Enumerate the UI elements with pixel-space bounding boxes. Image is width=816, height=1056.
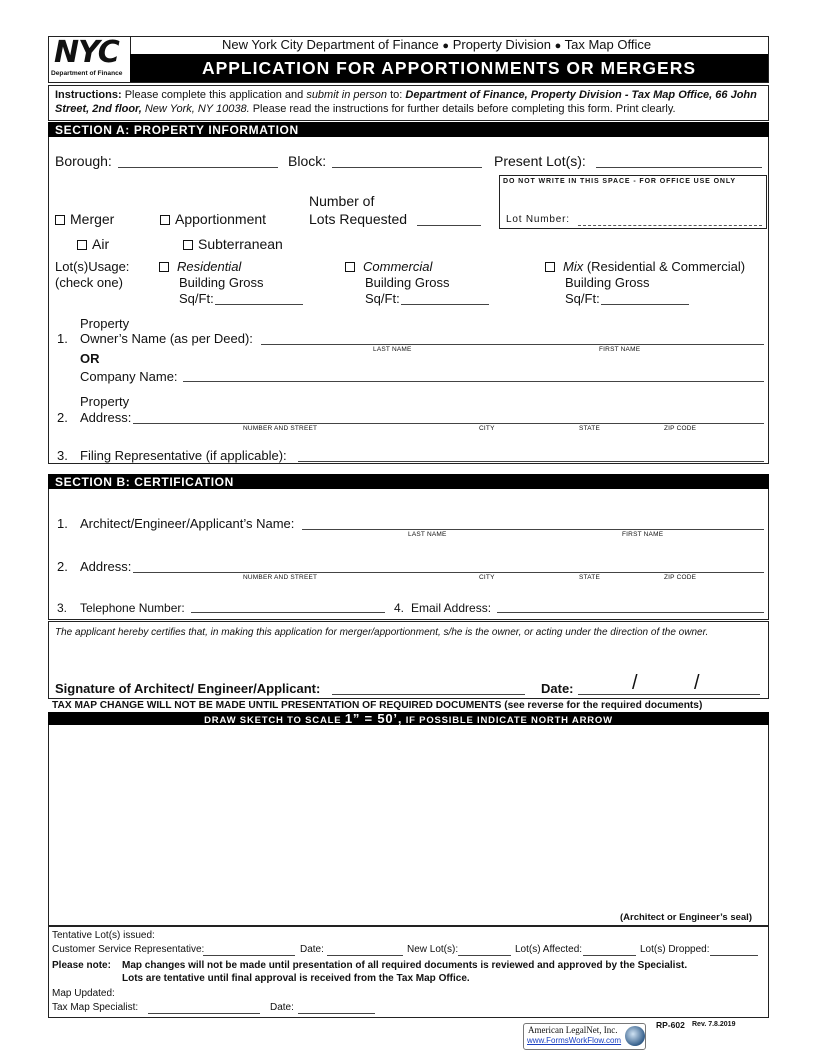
lots-requested-label: Lots Requested <box>309 211 408 227</box>
borough-label: Borough: <box>55 153 112 169</box>
globe-icon <box>625 1026 645 1046</box>
property-zip-caption: ZIP CODE <box>664 425 697 432</box>
residential-label: Residential <box>177 259 242 274</box>
lots-requested-field[interactable] <box>417 225 481 226</box>
specialist-date-label: Date: <box>270 1002 294 1013</box>
publisher-name: American LegalNet, Inc. <box>528 1025 618 1035</box>
sketch-title <box>48 711 769 726</box>
architect-name-label: Architect/Engineer/Applicant’s Name: <box>80 516 295 531</box>
title-bar <box>130 54 768 82</box>
sketch-title-2: IF POSSIBLE INDICATE NORTH ARROW <box>405 715 613 726</box>
instructions-text-1: Please complete this application and <box>124 89 304 101</box>
section-b-title: SECTION B: CERTIFICATION <box>55 475 234 489</box>
owner-property-label: Property <box>80 316 130 331</box>
b-item-4-number: 4. <box>394 601 405 615</box>
office-use-label: DO NOT WRITE IN THIS SPACE - FOR OFFICE USE ONLY <box>503 178 736 185</box>
affected-field[interactable] <box>583 955 636 956</box>
seal-label: (Architect or Engineer’s seal) <box>620 912 752 923</box>
commercial-option[interactable] <box>345 259 432 274</box>
lot-number-label: Lot Number: <box>506 214 570 225</box>
item-1-number: 1. <box>57 331 68 346</box>
architect-address-label: Address: <box>80 559 132 574</box>
architect-first-name-caption: FIRST NAME <box>622 531 664 538</box>
property-city-caption: CITY <box>479 425 495 432</box>
air-option[interactable] <box>77 236 109 252</box>
mix-label: Mix <box>563 259 584 274</box>
instructions-city: New York, NY 10038. <box>144 103 250 115</box>
filing-rep-label: Filing Representative (if applicable): <box>80 448 287 463</box>
commercial-gross-label: Building Gross <box>365 275 450 290</box>
office-name: Tax Map Office <box>564 37 652 52</box>
csr-field[interactable] <box>203 955 295 956</box>
mix-sqft-label: Sq/Ft: <box>565 291 600 306</box>
section-a-box <box>48 122 769 464</box>
or-label: OR <box>80 351 100 366</box>
please-note-label: Please note: <box>52 960 111 971</box>
present-lots-field[interactable] <box>596 167 762 168</box>
agency-line: New York City Department of Finance ● Property Division ● Tax Map Office <box>222 37 652 52</box>
section-b-bar <box>48 474 769 489</box>
merger-checkbox[interactable] <box>55 215 65 225</box>
commercial-sqft-label: Sq/Ft: <box>365 291 400 306</box>
nyc-logo-sub: Department of Finance <box>51 70 123 77</box>
air-label: Air <box>92 236 110 252</box>
architect-state-caption: STATE <box>579 574 600 581</box>
property-state-caption: STATE <box>579 425 600 432</box>
address-property-label: Property <box>80 394 130 409</box>
item-2-number: 2. <box>57 410 68 425</box>
map-updated-label: Map Updated: <box>52 988 115 999</box>
email-label: Email Address: <box>411 601 492 615</box>
property-address-field[interactable] <box>133 423 764 424</box>
subterranean-label: Subterranean <box>198 236 283 252</box>
affected-label: Lot(s) Affected: <box>515 944 583 955</box>
architect-address-field[interactable] <box>133 572 764 573</box>
commercial-label: Commercial <box>363 259 433 274</box>
block-label: Block: <box>288 153 327 169</box>
note-line-2: Lots are tentative until final approval is received from the Tax Map Office. <box>122 973 470 984</box>
architect-street-caption: NUMBER AND STREET <box>243 574 318 581</box>
mix-gross-label: Building Gross <box>565 275 650 290</box>
date-slash-1: / <box>632 672 638 694</box>
owner-last-name-caption: LAST NAME <box>373 346 412 353</box>
csr-date-field[interactable] <box>327 955 403 956</box>
telephone-label: Telephone Number: <box>80 601 185 615</box>
apportionment-label: Apportionment <box>175 211 267 227</box>
apportionment-option[interactable] <box>160 211 266 227</box>
signature-date-label: Date: <box>541 681 574 696</box>
instructions-address: Department of Finance, Property Division - Tax Map Office, 66 John Street, 2nd floor, <box>55 89 757 115</box>
agency-name: New York City Department of Finance <box>222 37 439 52</box>
dropped-label: Lot(s) Dropped: <box>640 944 710 955</box>
instructions-label: Instructions: <box>55 89 122 101</box>
instructions-submit: submit in person <box>306 89 388 101</box>
sketch-scale: 1” = 50’, <box>344 711 403 726</box>
residential-gross-label: Building Gross <box>179 275 264 290</box>
check-one-label: (check one) <box>55 275 123 290</box>
borough-field[interactable] <box>118 167 278 168</box>
nyc-logo <box>49 37 131 82</box>
owners-name-field[interactable] <box>261 344 764 345</box>
property-street-caption: NUMBER AND STREET <box>243 425 318 432</box>
b-item-3-number: 3. <box>57 601 68 615</box>
tax-map-notice: TAX MAP CHANGE WILL NOT BE MADE UNTIL PRESENTATION OF REQUIRED DOCUMENTS (see reverse for the required documents) <box>52 700 703 711</box>
owner-first-name-caption: FIRST NAME <box>599 346 641 353</box>
commercial-checkbox[interactable] <box>345 262 355 272</box>
owners-name-label: Owner’s Name (as per Deed): <box>80 331 253 346</box>
air-checkbox[interactable] <box>77 240 87 250</box>
section-b-box <box>48 474 769 620</box>
residential-checkbox[interactable] <box>159 262 169 272</box>
mix-detail: (Residential & Commercial) <box>586 259 746 274</box>
property-address-label: Address: <box>80 410 132 425</box>
page-title: APPLICATION FOR APPORTIONMENTS OR MERGERS <box>201 58 697 78</box>
signature-label: Signature of Architect/ Engineer/Applicant: <box>55 681 321 696</box>
instructions-text-4: Please read the instructions for further details before completing this form. Print clearly. <box>252 103 676 115</box>
block-field[interactable] <box>332 167 482 168</box>
mix-sqft-field[interactable] <box>601 304 689 305</box>
present-lots-label: Present Lot(s): <box>494 153 586 169</box>
instructions-text <box>55 88 765 116</box>
filing-rep-field[interactable] <box>298 461 764 462</box>
form-number: RP-602 <box>656 1020 685 1030</box>
section-a-title: SECTION A: PROPERTY INFORMATION <box>55 123 299 137</box>
company-name-field[interactable] <box>183 381 764 382</box>
dropped-field[interactable] <box>710 955 758 956</box>
lot-usage-label: Lot(s)Usage: <box>55 259 130 274</box>
section-a-bar <box>48 122 769 137</box>
telephone-field[interactable] <box>191 612 385 613</box>
company-name-label: Company Name: <box>80 369 178 384</box>
specialist-label: Tax Map Specialist: <box>52 1002 139 1013</box>
apportionment-checkbox[interactable] <box>160 215 170 225</box>
item-3-number: 3. <box>57 448 68 463</box>
specialist-date-field[interactable] <box>298 1013 375 1014</box>
subterranean-checkbox[interactable] <box>183 240 193 250</box>
csr-label: Customer Service Representative: <box>52 944 205 955</box>
sketch-title-1: DRAW SKETCH TO SCALE <box>204 715 342 726</box>
sketch-box[interactable] <box>48 712 769 926</box>
commercial-sqft-field[interactable] <box>401 304 489 305</box>
signature-field[interactable] <box>332 694 525 695</box>
specialist-field[interactable] <box>148 1013 260 1014</box>
note-line-1: Map changes will not be made until presentation of all required documents is reviewed and approved by the Specialist. <box>122 960 688 971</box>
residential-sqft-field[interactable] <box>215 304 303 305</box>
lot-number-field[interactable] <box>578 225 762 226</box>
sketch-bar <box>48 712 769 725</box>
residential-sqft-label: Sq/Ft: <box>179 291 214 306</box>
architect-name-field[interactable] <box>302 529 764 530</box>
signature-date-field[interactable] <box>578 694 760 695</box>
mix-checkbox[interactable] <box>545 262 555 272</box>
number-of-label: Number of <box>309 193 375 209</box>
date-slash-2: / <box>694 672 700 694</box>
merger-label: Merger <box>70 211 115 227</box>
architect-city-caption: CITY <box>479 574 495 581</box>
email-field[interactable] <box>497 612 764 613</box>
mix-option[interactable] <box>545 259 745 274</box>
instructions-text-3: to: <box>390 89 403 101</box>
merger-option[interactable] <box>55 211 114 227</box>
revision-date: Rev. 7.8.2019 <box>692 1021 736 1028</box>
tentative-label: Tentative Lot(s) issued: <box>52 930 155 941</box>
csr-date-label: Date: <box>300 944 324 955</box>
b-item-1-number: 1. <box>57 516 68 531</box>
new-lots-field[interactable] <box>458 955 511 956</box>
b-item-2-number: 2. <box>57 559 68 574</box>
office-box <box>48 926 769 1018</box>
residential-option[interactable] <box>159 259 241 274</box>
new-lots-label: New Lot(s): <box>407 944 459 955</box>
publisher-url[interactable]: www.FormsWorkFlow.com <box>527 1036 622 1045</box>
architect-last-name-caption: LAST NAME <box>408 531 447 538</box>
certification-text: The applicant hereby certifies that, in making this application for merger/apportionment, s/he is the owner, or acting under the direction of the owner. <box>55 627 709 638</box>
subterranean-option[interactable] <box>183 236 283 252</box>
nyc-logo-text: NYC <box>54 35 119 70</box>
division-name: Property Division <box>452 37 551 52</box>
architect-zip-caption: ZIP CODE <box>664 574 697 581</box>
